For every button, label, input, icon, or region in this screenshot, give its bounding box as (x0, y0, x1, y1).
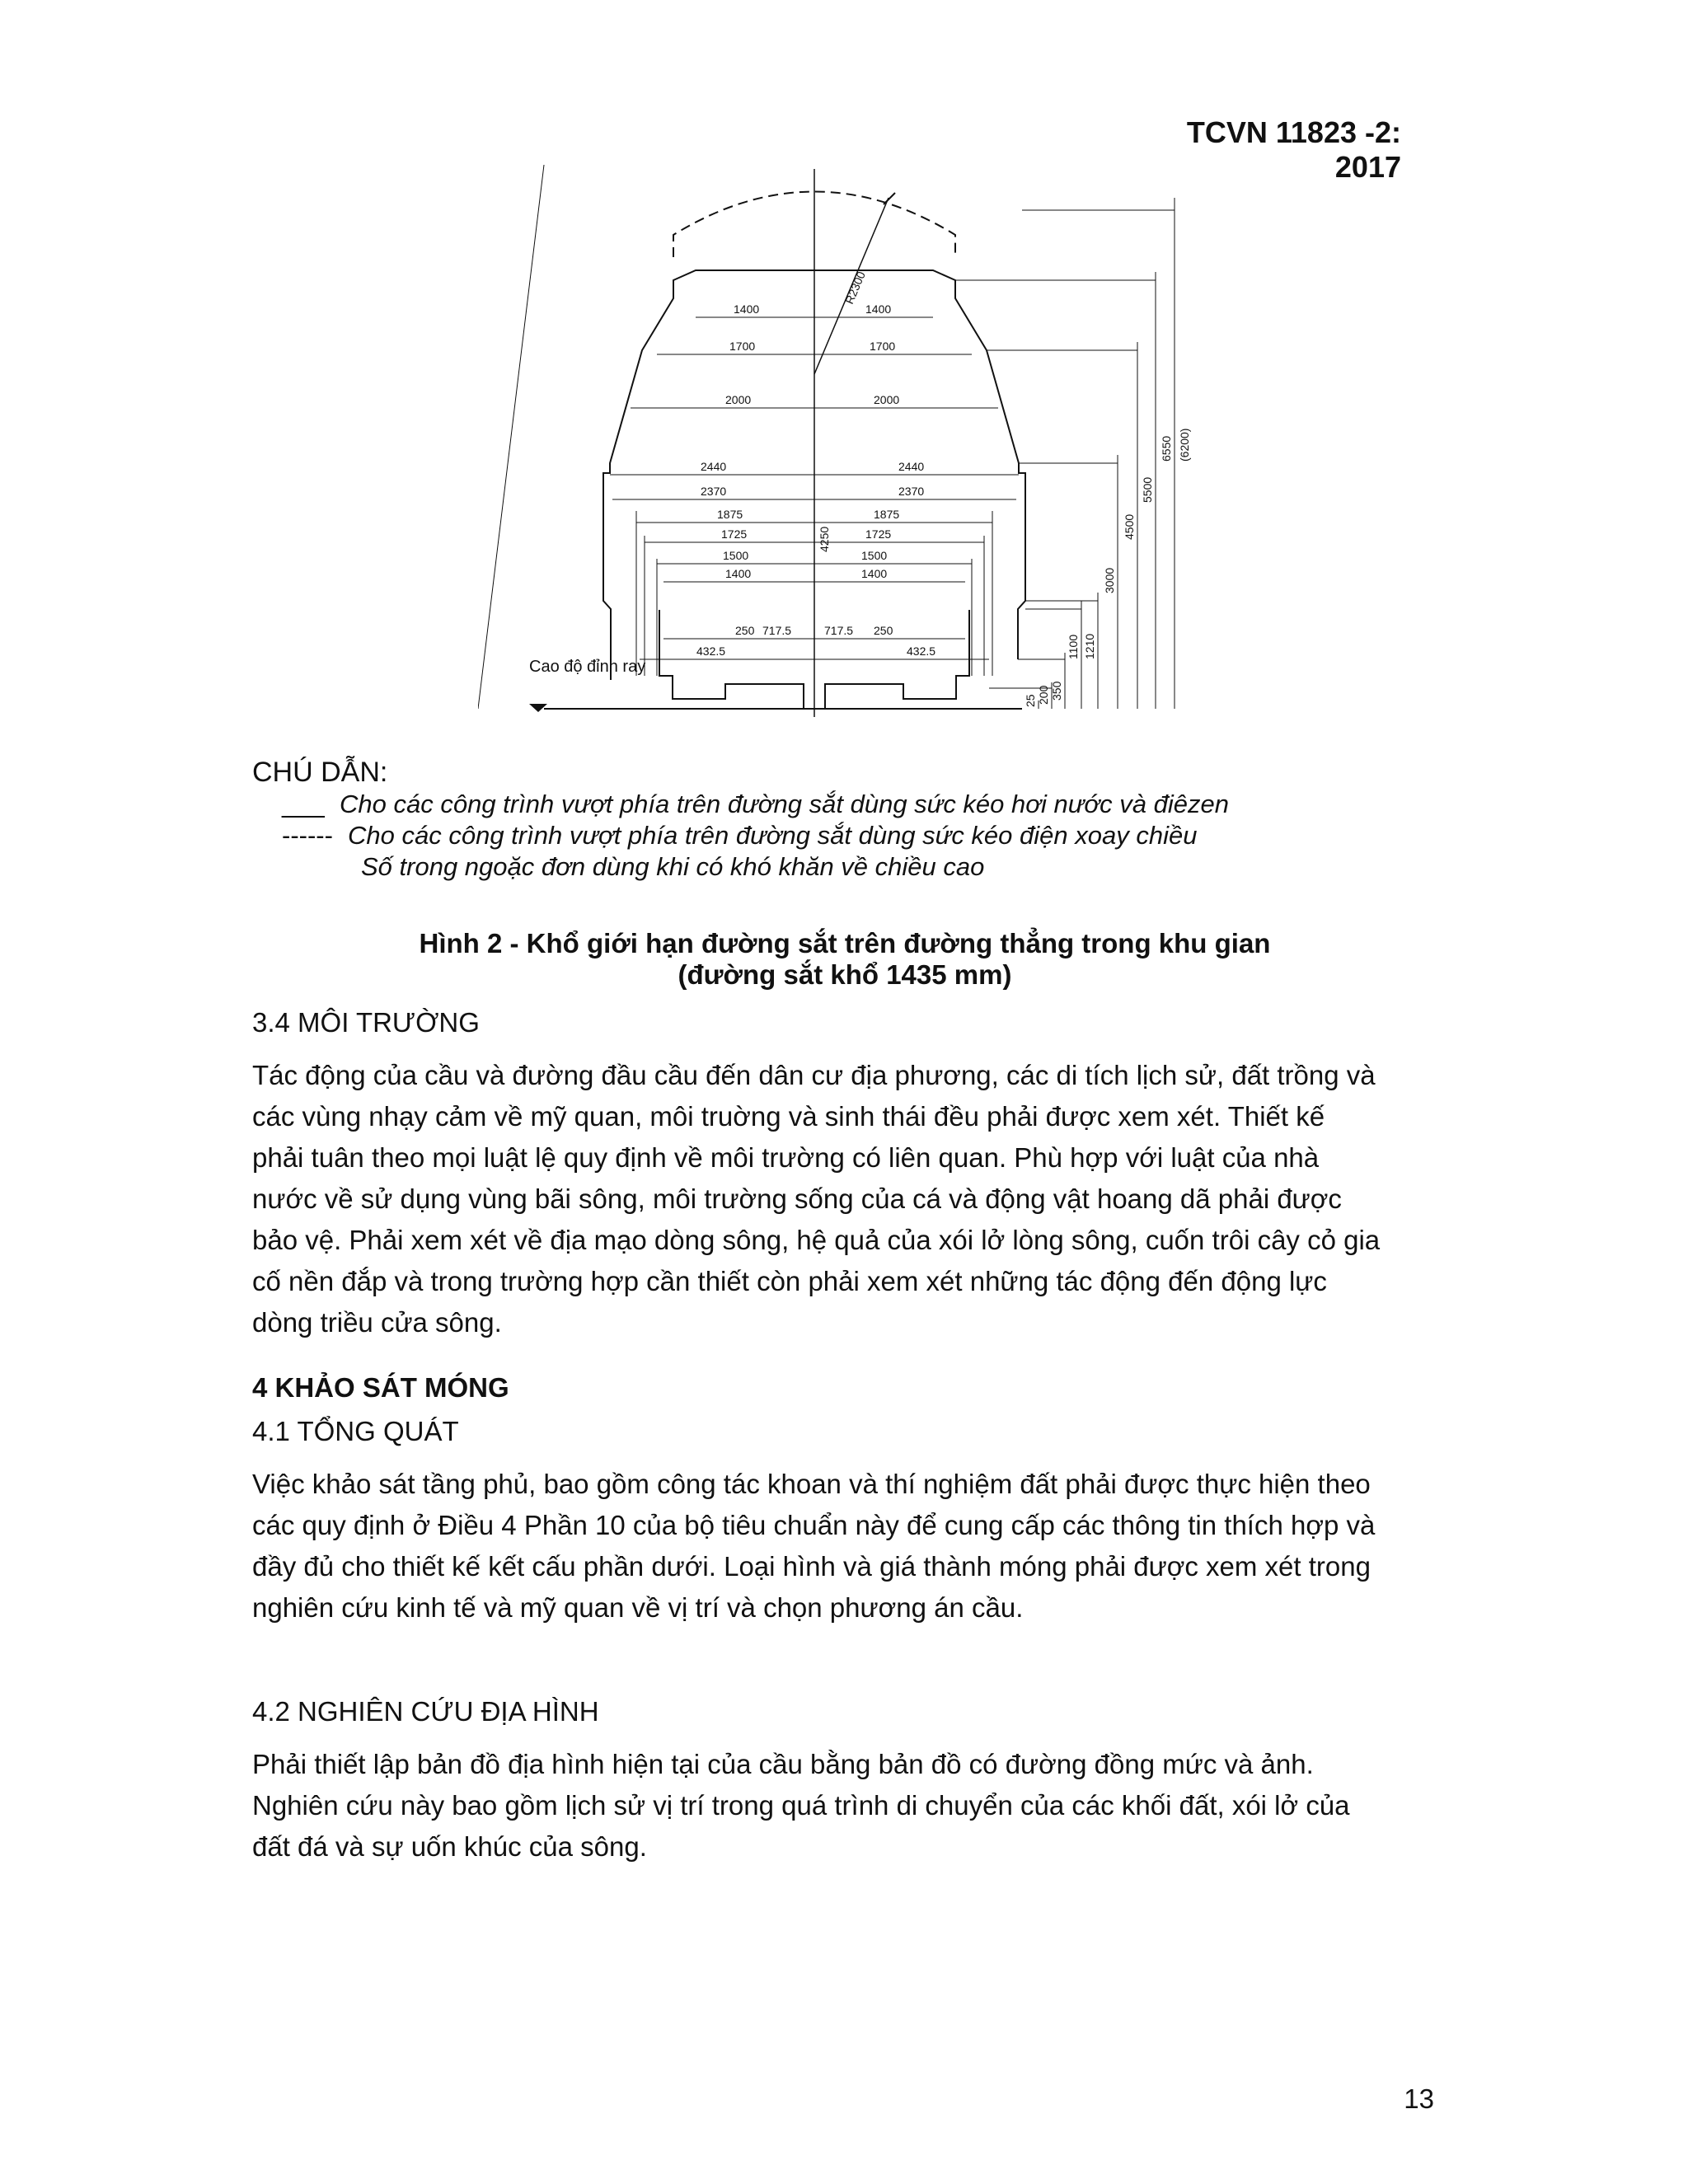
paragraph-line: cố nền đắp và trong trường hợp cần thiết còn phải xem xét những tác động đến động lực (252, 1266, 1327, 1296)
legend-dashed-text: Cho các công trình vượt phía trên đường sắt dùng sức kéo điện xoay chiều (348, 821, 1198, 850)
height-6550: 6550 (1160, 435, 1173, 462)
paragraph-line: Phải thiết lập bản đồ địa hình hiện tại của cầu bằng bản đồ có đường đồng mức và ảnh. (252, 1749, 1314, 1779)
paragraph-line: Việc khảo sát tầng phủ, bao gồm công tác khoan và thí nghiệm đất phải được thực hiện theo (252, 1469, 1371, 1499)
document-code: TCVN 11823 -2: 2017 (1186, 115, 1401, 184)
dim-bottom-f: 432.5 (907, 644, 936, 658)
dim-l-8: 1400 (725, 567, 752, 580)
dim-l-7: 1500 (723, 549, 749, 562)
dashed-line-marker: ------ (282, 821, 333, 850)
paragraph-line: Nghiên cứu này bao gồm lịch sử vị trí trong quá trình di chuyển của các khối đất, xói lở của (252, 1790, 1350, 1821)
dim-l-5: 1875 (717, 508, 743, 521)
height-5500: 5500 (1141, 476, 1154, 503)
dim-l-3: 2440 (701, 460, 727, 473)
dim-r-7: 1500 (861, 549, 888, 562)
center-height: 4250 (818, 526, 831, 552)
paragraph-line: các vùng nhạy cảm về mỹ quan, môi truờng và sinh thái đều phải được xem xét. Thiết kế (252, 1101, 1325, 1132)
height-350: 350 (1050, 681, 1063, 701)
section-4-1-paragraph (252, 1464, 1431, 1629)
section-4-1-heading: 4.1 TỔNG QUÁT (252, 1416, 459, 1446)
section-3-4-paragraph (252, 1055, 1431, 1343)
dim-l-4: 2370 (701, 485, 727, 498)
dim-l-6: 1725 (721, 527, 748, 541)
clearance-gauge-figure (478, 165, 1220, 725)
paragraph-line: đầy đủ cho thiết kế kết cấu phần dưới. Loại hình và giá thành móng phải được xem xét trong (252, 1551, 1371, 1582)
paragraph-line: đất đá và sự uốn khúc của sông. (252, 1831, 647, 1862)
dim-bottom-b: 250 (735, 624, 755, 637)
legend-dashed (282, 821, 1198, 851)
dim-bottom-a: 432.5 (696, 644, 726, 658)
radius-label: R2300 (842, 269, 868, 307)
dim-bottom-c: 717.5 (762, 624, 792, 637)
legend-title: CHÚ DẪN: (252, 757, 388, 788)
legend-solid-text: Cho các công trình vượt phía trên đường sắt dùng sức kéo hơi nước và điêzen (340, 790, 1229, 818)
legend-note: Số trong ngoặc đơn dùng khi có khó khăn về chiều cao (361, 852, 985, 881)
page-number: 13 (1404, 2083, 1434, 2114)
section-4-2-heading: 4.2 NGHIÊN CỨU ĐỊA HÌNH (252, 1696, 599, 1727)
solid-line-marker: ___ (282, 790, 325, 818)
paragraph-line: dòng triều cửa sông. (252, 1307, 502, 1338)
dim-r-6: 1725 (865, 527, 892, 541)
section-4-heading: 4 KHẢO SÁT MÓNG (252, 1372, 509, 1403)
dim-r-8: 1400 (861, 567, 888, 580)
paragraph-line: phải tuân theo mọi luật lệ quy định về môi trường có liên quan. Phù hợp với luật của nhà (252, 1142, 1320, 1173)
dim-l-2: 2000 (725, 393, 752, 406)
paragraph-line: nghiên cứu kinh tế và mỹ quan về vị trí và chọn phương án cầu. (252, 1592, 1024, 1623)
height-3000: 3000 (1103, 567, 1116, 593)
height-1100: 1100 (1067, 634, 1080, 659)
dim-bottom-d: 717.5 (824, 624, 854, 637)
paragraph-line: bảo vệ. Phải xem xét về địa mạo dòng sông, hệ quả của xói lở lòng sông, cuốn trôi cây cỏ gia (252, 1225, 1381, 1255)
section-4-2-paragraph (252, 1744, 1431, 1868)
height-4500: 4500 (1123, 513, 1136, 540)
paragraph-line: các quy định ở Điều 4 Phần 10 của bộ tiêu chuẩn này để cung cấp các thông tin thích hợp và (252, 1510, 1376, 1540)
section-3-4-heading: 3.4 MÔI TRƯỜNG (252, 1007, 480, 1038)
figure-caption-line1: Hình 2 - Khổ giới hạn đường sắt trên đường thẳng trong khu gian (419, 928, 1271, 958)
figure-caption-line2: (đường sắt khổ 1435 mm) (678, 959, 1012, 990)
dim-l-1: 1700 (729, 340, 756, 353)
height-1210: 1210 (1083, 633, 1096, 659)
dim-r-5: 1875 (874, 508, 900, 521)
dim-r-2: 2000 (874, 393, 900, 406)
paragraph-line: Tác động của cầu và đường đầu cầu đến dân cư địa phương, các di tích lịch sử, đất trồng và (252, 1060, 1376, 1090)
dim-l-0: 1400 (734, 302, 760, 316)
height-25: 25 (1024, 694, 1037, 707)
dim-bottom-e: 250 (874, 624, 893, 637)
dim-r-0: 1400 (865, 302, 892, 316)
dim-r-1: 1700 (870, 340, 896, 353)
height-6200: (6200) (1178, 428, 1191, 462)
height-200: 200 (1037, 685, 1050, 705)
dim-r-3: 2440 (898, 460, 925, 473)
rail-level-label: Cao độ đỉnh ray (529, 658, 646, 676)
legend-solid (282, 790, 1229, 819)
paragraph-line: nước về sử dụng vùng bãi sông, môi trường sống của cá và động vật hoang dã phải được (252, 1183, 1342, 1214)
dim-r-4: 2370 (898, 485, 925, 498)
